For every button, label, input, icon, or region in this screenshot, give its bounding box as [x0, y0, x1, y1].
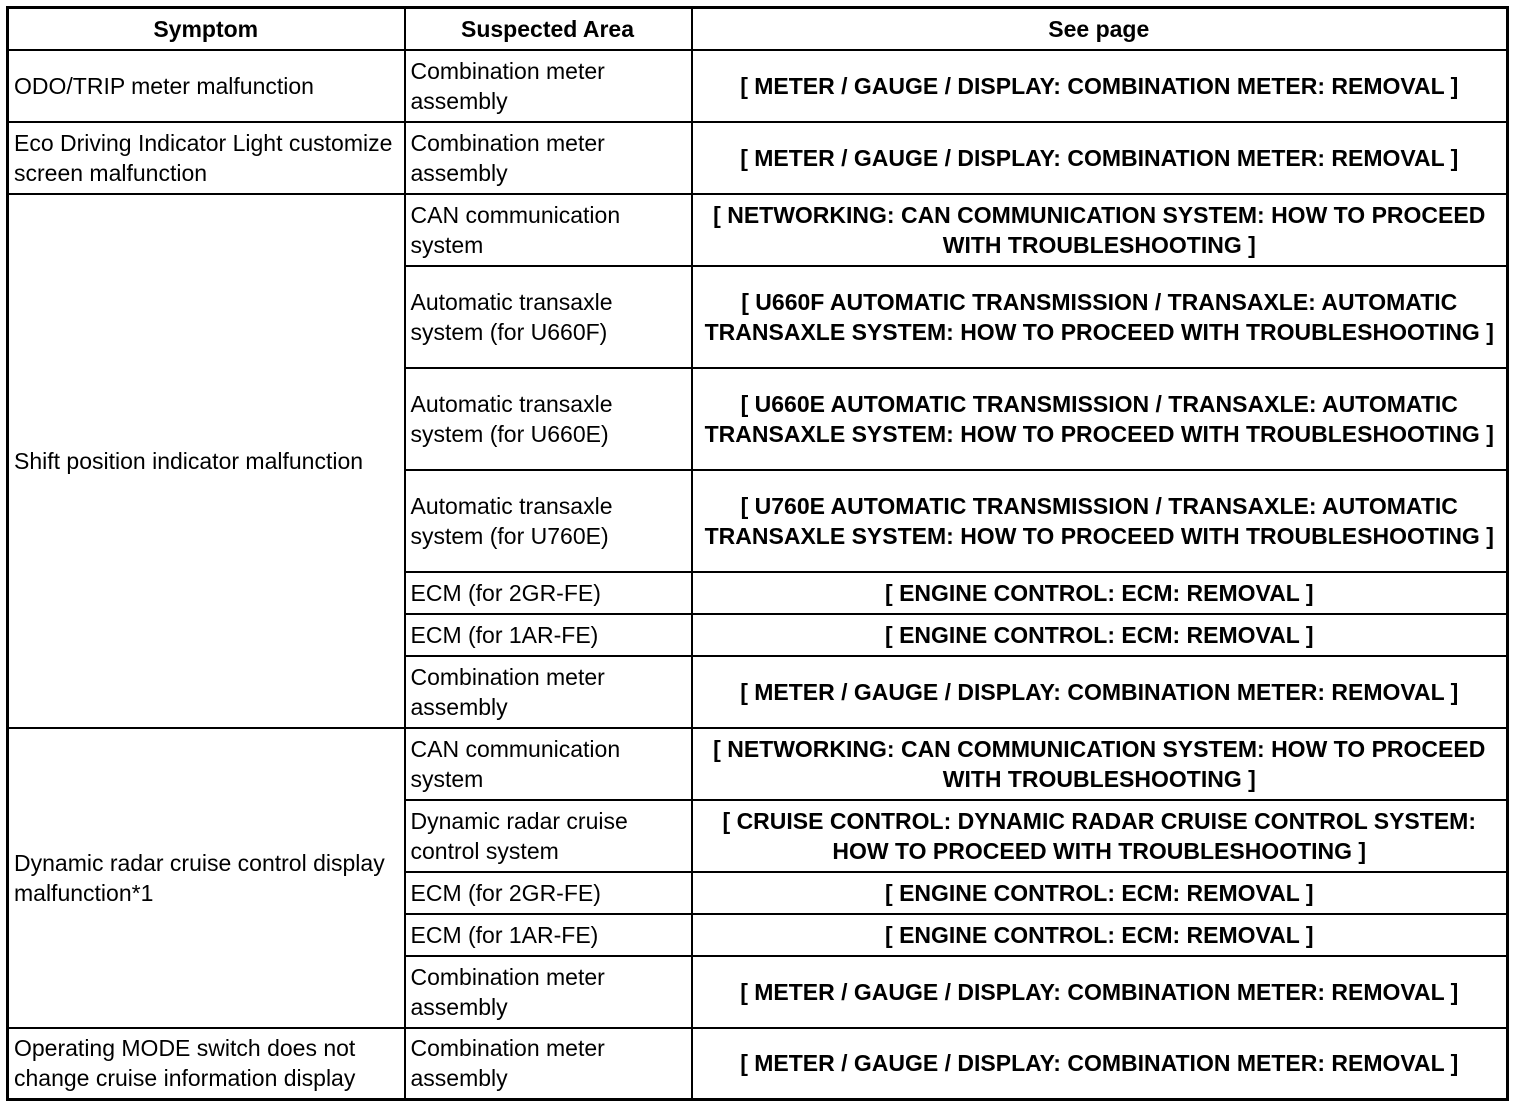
suspected-area-cell: Automatic transaxle system (for U660F) — [405, 266, 692, 368]
suspected-area-cell: ECM (for 1AR-FE) — [405, 914, 692, 956]
see-page-link[interactable]: [ ENGINE CONTROL: ECM: REMOVAL ] — [692, 914, 1508, 956]
symptom-cell: ODO/TRIP meter malfunction — [8, 50, 405, 122]
suspected-area-cell: Dynamic radar cruise control system — [405, 800, 692, 872]
see-page-link[interactable]: [ METER / GAUGE / DISPLAY: COMBINATION METER: REMOVAL ] — [692, 1028, 1508, 1100]
table-header-row — [8, 8, 1508, 50]
suspected-area-cell: Combination meter assembly — [405, 956, 692, 1028]
suspected-area-cell: CAN communication system — [405, 728, 692, 800]
table-row — [8, 50, 1508, 122]
suspected-area-cell: Combination meter assembly — [405, 1028, 692, 1100]
symptom-cell: Eco Driving Indicator Light customize screen malfunction — [8, 122, 405, 194]
suspected-area-cell: Combination meter assembly — [405, 50, 692, 122]
symptom-cell: Dynamic radar cruise control display malfunction*1 — [8, 728, 405, 1028]
suspected-area-cell: Automatic transaxle system (for U660E) — [405, 368, 692, 470]
table-row — [8, 194, 1508, 266]
header-see-page: See page — [692, 8, 1508, 50]
suspected-area-cell: ECM (for 2GR-FE) — [405, 872, 692, 914]
see-page-link[interactable]: [ METER / GAUGE / DISPLAY: COMBINATION METER: REMOVAL ] — [692, 50, 1508, 122]
see-page-link[interactable]: [ METER / GAUGE / DISPLAY: COMBINATION METER: REMOVAL ] — [692, 656, 1508, 728]
see-page-link[interactable]: [ ENGINE CONTROL: ECM: REMOVAL ] — [692, 872, 1508, 914]
table-body — [8, 50, 1508, 1100]
see-page-link[interactable]: [ U660F AUTOMATIC TRANSMISSION / TRANSAXLE: AUTOMATIC TRANSAXLE SYSTEM: HOW TO PROCEED WITH TROUBLESHOOTING ] — [692, 266, 1508, 368]
see-page-link[interactable]: [ U760E AUTOMATIC TRANSMISSION / TRANSAXLE: AUTOMATIC TRANSAXLE SYSTEM: HOW TO PROCEED WITH TROUBLESHOOTING ] — [692, 470, 1508, 572]
table-row — [8, 122, 1508, 194]
symptom-table — [6, 6, 1509, 1101]
see-page-link[interactable]: [ ENGINE CONTROL: ECM: REMOVAL ] — [692, 614, 1508, 656]
see-page-link[interactable]: [ U660E AUTOMATIC TRANSMISSION / TRANSAXLE: AUTOMATIC TRANSAXLE SYSTEM: HOW TO PROCEED WITH TROUBLESHOOTING ] — [692, 368, 1508, 470]
suspected-area-cell: CAN communication system — [405, 194, 692, 266]
see-page-link[interactable]: [ NETWORKING: CAN COMMUNICATION SYSTEM: HOW TO PROCEED WITH TROUBLESHOOTING ] — [692, 194, 1508, 266]
symptom-cell: Operating MODE switch does not change cruise information display — [8, 1028, 405, 1100]
header-symptom: Symptom — [8, 8, 405, 50]
see-page-link[interactable]: [ CRUISE CONTROL: DYNAMIC RADAR CRUISE CONTROL SYSTEM: HOW TO PROCEED WITH TROUBLESHOOTING ] — [692, 800, 1508, 872]
see-page-link[interactable]: [ METER / GAUGE / DISPLAY: COMBINATION METER: REMOVAL ] — [692, 122, 1508, 194]
see-page-link[interactable]: [ METER / GAUGE / DISPLAY: COMBINATION METER: REMOVAL ] — [692, 956, 1508, 1028]
table-row — [8, 1028, 1508, 1100]
see-page-link[interactable]: [ ENGINE CONTROL: ECM: REMOVAL ] — [692, 572, 1508, 614]
table-row — [8, 728, 1508, 800]
header-suspected-area: Suspected Area — [405, 8, 692, 50]
see-page-link[interactable]: [ NETWORKING: CAN COMMUNICATION SYSTEM: HOW TO PROCEED WITH TROUBLESHOOTING ] — [692, 728, 1508, 800]
suspected-area-cell: Combination meter assembly — [405, 122, 692, 194]
symptom-cell: Shift position indicator malfunction — [8, 194, 405, 728]
suspected-area-cell: Automatic transaxle system (for U760E) — [405, 470, 692, 572]
suspected-area-cell: Combination meter assembly — [405, 656, 692, 728]
suspected-area-cell: ECM (for 2GR-FE) — [405, 572, 692, 614]
suspected-area-cell: ECM (for 1AR-FE) — [405, 614, 692, 656]
